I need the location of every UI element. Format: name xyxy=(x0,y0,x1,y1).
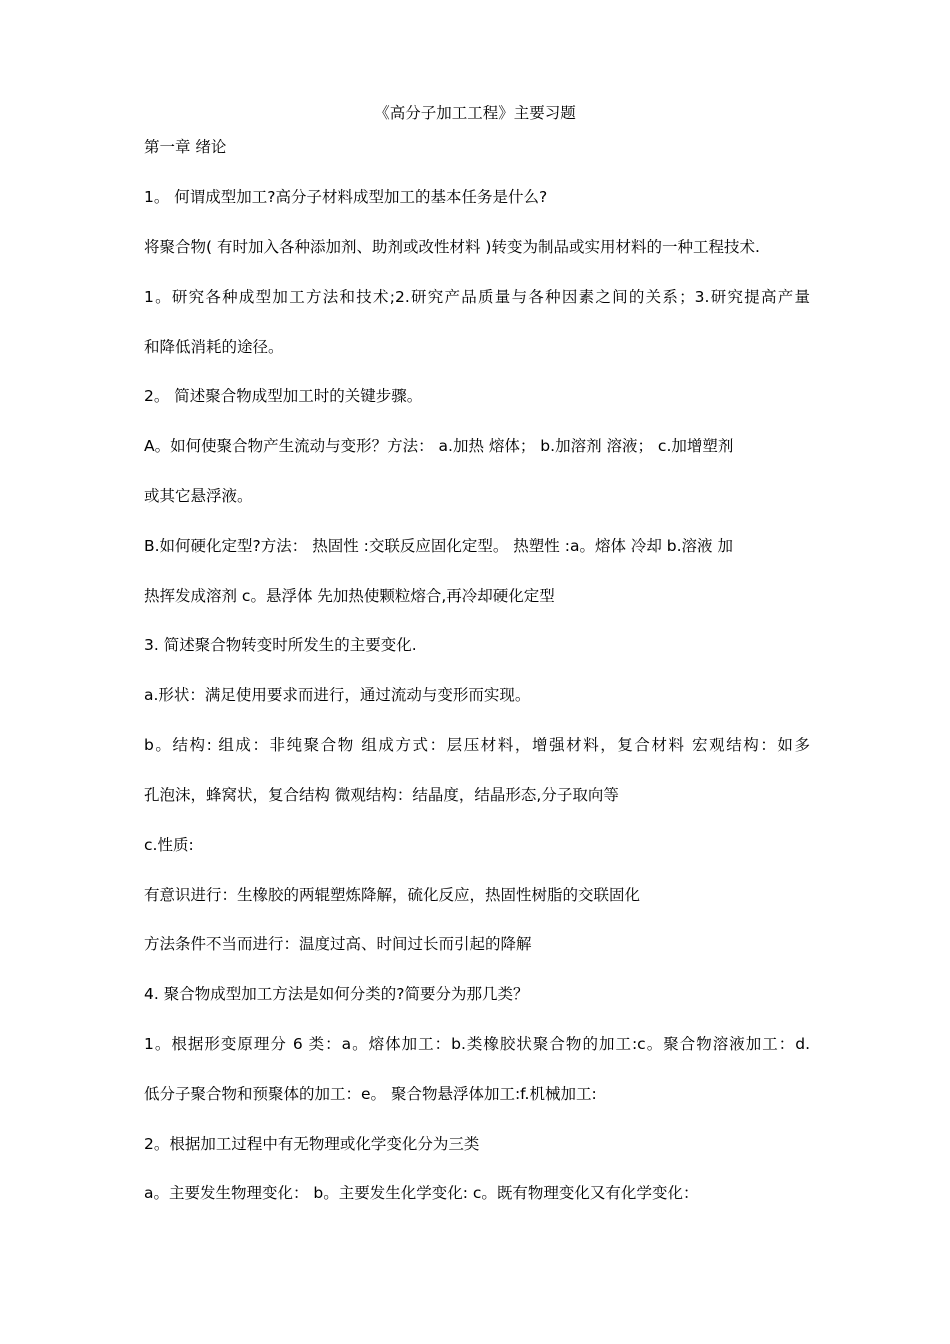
question-3: 3. 简述聚合物转变时所发生的主要变化. xyxy=(144,636,417,654)
answer-1-tasks-line-2: 和降低消耗的途径。 xyxy=(144,338,284,356)
answer-1-definition: 将聚合物( 有时加入各种添加剂、助剂或改性材料 )转变为制品或实用材料的一种工程技术. xyxy=(144,238,760,256)
answer-3-improper: 方法条件不当而进行：温度过高、时间过长而引起的降解 xyxy=(144,935,532,953)
answer-2-b-line-2: 热挥发成溶剂 c。悬浮体 先加热使颗粒熔合,再冷却硬化定型 xyxy=(144,587,555,605)
answer-1-tasks-line-1: 1。研究各种成型加工方法和技术;2.研究产品质量与各种因素之间的关系；3.研究提高产量 xyxy=(144,288,810,306)
answer-4-change-types: a。主要发生物理变化： b。主要发生化学变化: c。既有物理变化又有化学变化： xyxy=(144,1184,699,1202)
document-title: 《高分子加工工程》主要习题 xyxy=(374,104,576,122)
answer-2-b-line-1: B.如何硬化定型?方法： 热固性 :交联反应固化定型。 热塑性 :a。熔体 冷却 b.溶液 加 xyxy=(144,537,733,555)
answer-2-a-line-2: 或其它悬浮液。 xyxy=(144,487,253,505)
answer-3-properties: c.性质: xyxy=(144,836,194,854)
question-2: 2。 简述聚合物成型加工时的关键步骤。 xyxy=(144,387,423,405)
answer-2-a-line-1: A。如何使聚合物产生流动与变形？方法： a.加热 熔体； b.加溶剂 溶液； c.加增塑剂 xyxy=(144,437,734,455)
chapter-heading: 第一章 绪论 xyxy=(144,138,227,156)
answer-3-structure-line-2: 孔泡沫，蜂窝状，复合结构 微观结构：结晶度，结晶形态,分子取向等 xyxy=(144,786,619,804)
answer-3-intentional: 有意识进行：生橡胶的两辊塑炼降解，硫化反应，热固性树脂的交联固化 xyxy=(144,886,641,904)
answer-3-structure-line-1: b。结构: 组成：非纯聚合物 组成方式：层压材料，增强材料，复合材料 宏观结构：如多 xyxy=(144,736,810,754)
answer-4-deformation-line-1: 1。根据形变原理分 6 类：a。熔体加工：b.类橡胶状聚合物的加工:c。聚合物溶液加工：d. xyxy=(144,1035,810,1053)
answer-4-change-heading: 2。根据加工过程中有无物理或化学变化分为三类 xyxy=(144,1135,480,1153)
question-1: 1。 何谓成型加工?高分子材料成型加工的基本任务是什么? xyxy=(144,188,548,206)
question-4: 4. 聚合物成型加工方法是如何分类的?简要分为那几类？ xyxy=(144,985,529,1003)
answer-3-shape: a.形状：满足使用要求而进行，通过流动与变形而实现。 xyxy=(144,686,531,704)
answer-4-deformation-line-2: 低分子聚合物和预聚体的加工：e。 聚合物悬浮体加工:f.机械加工: xyxy=(144,1085,597,1103)
